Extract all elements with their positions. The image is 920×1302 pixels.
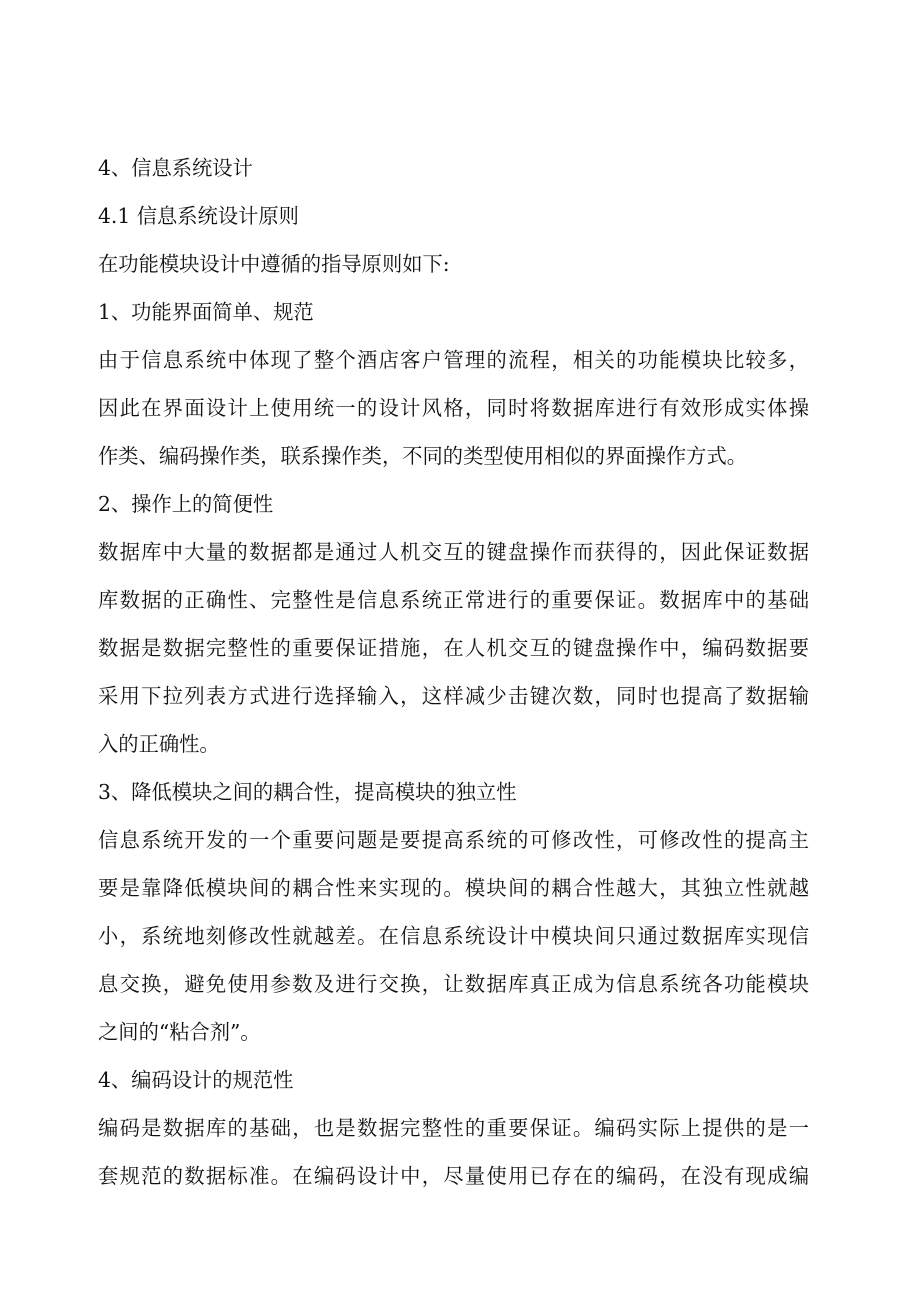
- paragraph-line: 采用下拉列表方式进行选择输入，这样减少击键次数，同时也提高了数据输: [98, 684, 809, 708]
- paragraph-line: 编码是数据库的基础，也是数据完整性的重要保证。编码实际上提供的是一: [98, 1116, 809, 1140]
- paragraph-line: 息交换，避免使用参数及进行交换，让数据库真正成为信息系统各功能模块: [98, 972, 809, 996]
- paragraph-line: 之间的“粘合剂”。: [98, 1020, 261, 1044]
- paragraph-line: 数据是数据完整性的重要保证措施，在人机交互的键盘操作中，编码数据要: [98, 636, 809, 660]
- paragraph-line: 入的正确性。: [98, 732, 220, 756]
- principle-2-heading: 2、操作上的简便性: [98, 492, 274, 516]
- principle-1-paragraph: [98, 336, 809, 480]
- paragraph-line: 数据库中大量的数据都是通过人机交互的键盘操作而获得的，因此保证数据: [98, 540, 809, 564]
- subsection-heading: 4.1 信息系统设计原则: [98, 204, 299, 228]
- paragraph-line: 库数据的正确性、完整性是信息系统正常进行的重要保证。数据库中的基础: [98, 588, 809, 612]
- paragraph-line: 由于信息系统中体现了整个酒店客户管理的流程，相关的功能模块比较多，: [98, 348, 809, 372]
- paragraph-line: 小，系统地刻修改性就越差。在信息系统设计中模块间只通过数据库实现信: [98, 924, 809, 948]
- paragraph-line: 信息系统开发的一个重要问题是要提高系统的可修改性，可修改性的提高主: [98, 828, 809, 852]
- intro-paragraph: 在功能模块设计中遵循的指导原则如下:: [98, 252, 450, 276]
- principle-2-paragraph: [98, 528, 809, 768]
- principle-3-heading: 3、降低模块之间的耦合性，提高模块的独立性: [98, 780, 517, 804]
- paragraph-line: 作类、编码操作类，联系操作类，不同的类型使用相似的界面操作方式。: [98, 444, 748, 468]
- section-heading: 4、信息系统设计: [98, 156, 253, 180]
- principle-3-paragraph: [98, 816, 809, 1056]
- document-page: [98, 144, 809, 1200]
- principle-1-heading: 1、功能界面简单、规范: [98, 300, 314, 324]
- paragraph-line: 因此在界面设计上使用统一的设计风格，同时将数据库进行有效形成实体操: [98, 396, 809, 420]
- paragraph-line: 要是靠降低模块间的耦合性来实现的。模块间的耦合性越大，其独立性就越: [98, 876, 809, 900]
- principle-4-paragraph: [98, 1104, 809, 1200]
- principle-4-heading: 4、编码设计的规范性: [98, 1068, 294, 1092]
- paragraph-line: 套规范的数据标准。在编码设计中，尽量使用已存在的编码，在没有现成编: [98, 1164, 809, 1188]
